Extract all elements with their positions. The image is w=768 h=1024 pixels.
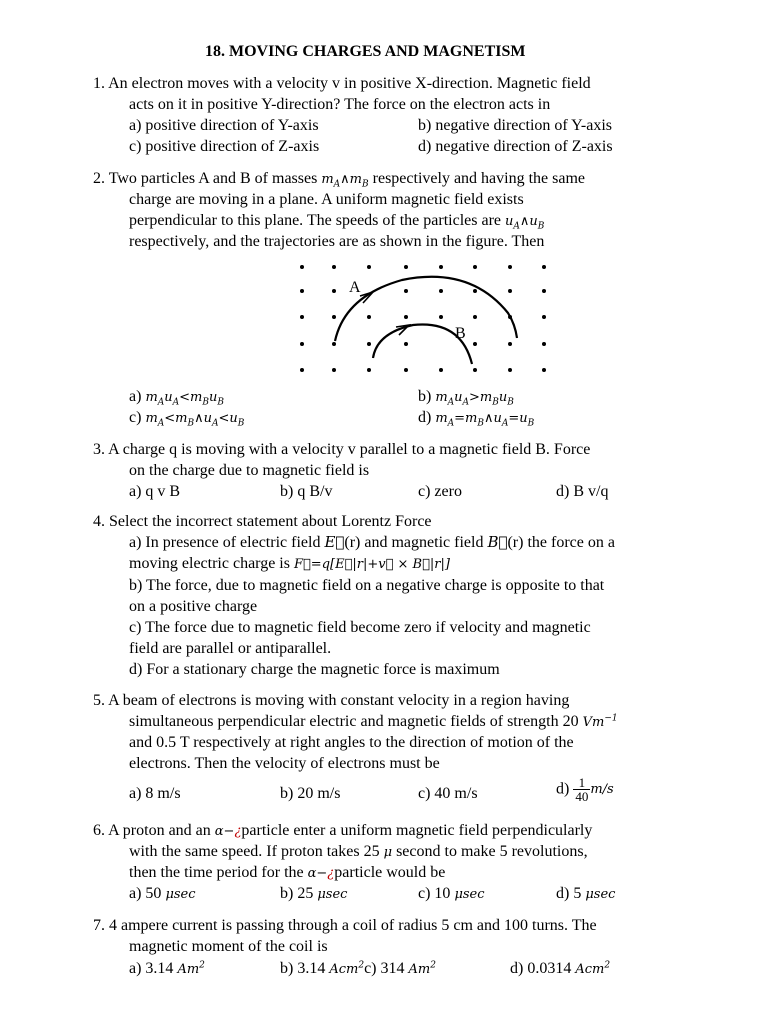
label-b: B [455,325,466,342]
q2-stem-line-3: perpendicular to this plane. The speeds of the particles are $u_A\wedge u_B$ [129,212,545,232]
q1-option-d: d) negative direction of Z-axis [418,138,613,155]
q5-stem-line-1: 5. A beam of electrons is moving with constant velocity in a region having [93,692,570,709]
magnetic-field-dots [300,265,546,372]
q3-option-b: b) q B/v [280,483,333,500]
q6-option-b: b) 25 μsec [280,885,348,902]
q6-stem-line-3: then the time period for the α−¿particle would be [129,864,446,881]
q3-option-d: d) B v/q [556,483,609,500]
speeds-expression: $u_A\wedge u_B$ [505,214,545,232]
q1-stem-line-1: 1. An electron moves with a velocity v in positive X-direction. Magnetic field [93,75,591,92]
q5-stem-line-3: and 0.5 T respectively at right angles to the direction of motion of the [129,734,574,751]
q4-option-c-line-1: c) The force due to magnetic field become zero if velocity and magnetic [129,619,591,636]
q3-option-a: a) q v B [129,483,181,500]
trajectory-a-arrow [360,292,373,303]
q1-option-c: c) positive direction of Z-axis [129,138,320,155]
field-unit: $Vm^{-1}$ [582,713,618,730]
q1-stem-line-2: acts on it in positive Y-direction? The force on the electron acts in [129,96,551,113]
q6-option-c: c) 10 μsec [418,885,485,902]
q4-option-b-line-1: b) The force, due to magnetic field on a negative charge is opposite to that [129,577,605,594]
label-a: A [349,279,361,296]
q7-stem-line-1: 7. 4 ampere current is passing through a coil of radius 5 cm and 100 turns. The [93,917,597,934]
q5-option-c: c) 40 m/s [418,785,478,802]
q2-option-d: d) $m_A=m_B\wedge u_A=u_B$ [418,409,535,429]
q4-option-a-line-1: a) In presence of electric field E⃗(r) and magnetic field B⃗(r) the force on a [129,533,615,551]
q2-option-b: b) $m_Au_A>m_Bu_B$ [418,388,514,408]
fraction: $\frac{1}{40}$ [575,775,589,804]
q5-stem-line-2: simultaneous perpendicular electric and magnetic fields of strength 20 $Vm^{-1}$ [129,713,618,730]
q5-option-d: d) $\frac{1}{40}$ m/s [556,775,614,804]
q4-option-d: d) For a stationary charge the magnetic force is maximum [129,661,500,678]
trajectory-figure [285,258,560,386]
q6-stem-line-1: 6. A proton and an α−¿particle enter a uniform magnetic field perpendicularly [93,822,593,839]
trajectory-a [335,277,517,341]
q7-option-b-c: b) 3.14 Acm$^2$c) 314 Am$^2$ [280,960,436,977]
q6-option-d: d) 5 μsec [556,885,616,902]
q4-option-c-line-2: field are parallel or antiparallel. [129,640,332,657]
q6-option-a: a) 50 μsec [129,885,196,902]
page-title: 18. MOVING CHARGES AND MAGNETISM [205,43,526,60]
q5-option-a: a) 8 m/s [129,785,181,802]
q5-option-b: b) 20 m/s [280,785,341,802]
q4-option-b-line-2: on a positive charge [129,598,258,615]
q7-option-d: d) 0.0314 Acm$^2$ [510,960,611,977]
q2-stem-line-2: charge are moving in a plane. A uniform magnetic field exists [129,191,524,208]
q3-stem-line-2: on the charge due to magnetic field is [129,462,370,479]
masses-expression: $m_A\wedge m_B$ [321,172,369,190]
q4-stem: 4. Select the incorrect statement about Lorentz Force [93,513,432,530]
q4-option-a-line-2: moving electric charge is F⃗=q[E⃗|r|+v⃗ × B⃗|r|] [129,555,450,572]
q2-option-a: a) $m_Au_A<m_Bu_B$ [129,388,224,408]
q1-option-a: a) positive direction of Y-axis [129,117,319,134]
q2-option-c: c) $m_A<m_B\wedge u_A<u_B$ [129,409,245,429]
lorentz-force-expression: F⃗=q[E⃗|r|+v⃗ × B⃗|r|] [293,557,450,572]
q3-stem-line-1: 3. A charge q is moving with a velocity v parallel to a magnetic field B. Force [93,441,591,458]
q7-option-a: a) 3.14 Am$^2$ [129,960,205,977]
q2-stem-line-4: respectively, and the trajectories are as shown in the figure. Then [129,233,545,250]
q3-option-c: c) zero [418,483,462,500]
q6-stem-line-2: with the same speed. If proton takes 25 μ second to make 5 revolutions, [129,843,588,860]
q1-option-b: b) negative direction of Y-axis [418,117,613,134]
q2-stem-line-1: 2. Two particles A and B of masses $m_A\wedge m_B$ respectively and having the same [93,170,586,190]
q5-stem-line-4: electrons. Then the velocity of electrons must be [129,755,440,772]
q7-stem-line-2: magnetic moment of the coil is [129,938,328,955]
